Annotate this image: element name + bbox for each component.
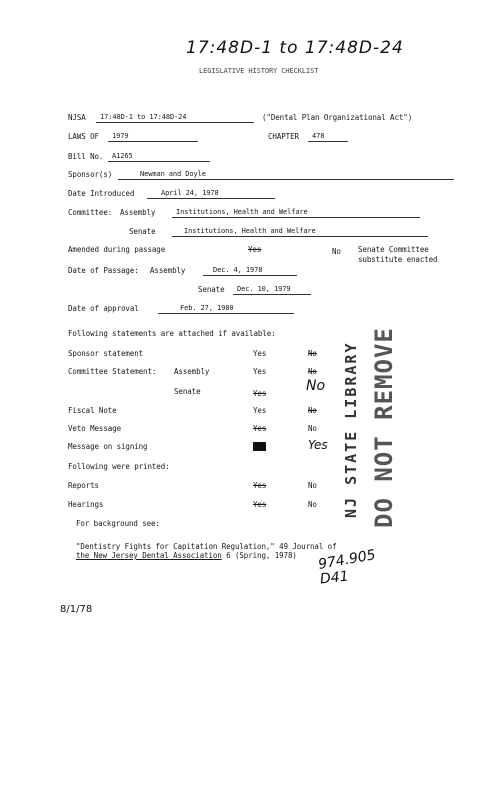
printed-row-no: No	[308, 500, 317, 509]
attached-row-label: Sponsor statement	[68, 349, 144, 358]
njsa-value: 17:48D-1 to 17:48D-24	[96, 113, 254, 123]
attached-row-no: No	[308, 367, 317, 376]
senate-sub-note-2: substitute enacted	[358, 255, 438, 264]
attached-row-no: No	[308, 424, 317, 433]
printed-row-yes: Yes	[253, 500, 267, 509]
passage-assembly-value: Dec. 4, 1978	[203, 266, 297, 276]
background-intro: For background see:	[76, 519, 160, 528]
laws-of-label: LAWS OF	[68, 132, 99, 141]
committee-senate-label: Senate	[129, 227, 156, 236]
printed-row-label: Hearings	[68, 500, 104, 509]
printed-row-label: Reports	[68, 481, 99, 490]
sponsors-label: Sponsor(s)	[68, 170, 113, 179]
passage-senate-label: Senate	[198, 285, 225, 294]
attached-row-no: No	[308, 349, 317, 358]
citation-line-2	[76, 551, 297, 560]
attached-row-label: Message on signing	[68, 442, 148, 451]
attached-row-no-handwritten: Yes	[308, 438, 328, 452]
approval-label: Date of approval	[68, 304, 139, 313]
handwritten-date: 8/1/78	[60, 604, 93, 615]
citation-rest: 6 (Spring, 1978)	[221, 551, 297, 560]
printed-row-yes: Yes	[253, 481, 267, 490]
library-stamp-left: NJ STATE LIBRARY	[342, 341, 360, 518]
attached-row-yes: Yes	[253, 406, 267, 415]
senate-sub-note-1: Senate Committee	[358, 245, 429, 254]
chapter-label: CHAPTER	[268, 132, 299, 141]
date-passage-label: Date of Passage:	[68, 266, 139, 275]
attached-row-label: Fiscal Note	[68, 406, 117, 415]
attached-intro: Following statements are attached if available:	[68, 329, 276, 338]
attached-row-yes: Yes	[253, 349, 267, 358]
checklist-title: LEGISLATIVE HISTORY CHECKLIST	[199, 67, 319, 75]
attached-row-yes: Yes	[253, 367, 267, 376]
citation-line-1: "Dentistry Fights for Capitation Regulation," 49 Journal of	[76, 542, 337, 551]
bill-value: A1265	[108, 152, 210, 162]
committee-assembly-label: Assembly	[120, 208, 156, 217]
attached-row-yes: Yes	[253, 389, 267, 398]
date-introduced-label: Date Introduced	[68, 189, 135, 198]
njsa-label: NJSA	[68, 113, 86, 122]
bill-label: Bill No.	[68, 152, 104, 161]
amended-label: Amended during passage	[68, 245, 166, 254]
attached-row-sub: Senate	[174, 387, 201, 396]
passage-senate-value: Dec. 10, 1979	[233, 285, 311, 295]
committee-label: Committee:	[68, 208, 113, 217]
assembly-committee-value: Institutions, Health and Welfare	[172, 208, 420, 218]
chapter-value: 478	[308, 132, 348, 142]
senate-committee-value: Institutions, Health and Welfare	[172, 227, 428, 237]
handwritten-no-check: No	[306, 378, 326, 394]
approval-value: Feb. 27, 1980	[158, 304, 294, 314]
attached-row-yes: Yes	[253, 424, 267, 433]
attached-row-no: No	[308, 406, 317, 415]
attached-row-label: Committee Statement:	[68, 367, 157, 376]
amended-no: No	[332, 247, 341, 256]
laws-of-value: 1979	[108, 132, 198, 142]
call-number-2: D41	[319, 568, 350, 588]
call-number-1: 974.905	[317, 547, 377, 573]
date-introduced-value: April 24, 1978	[147, 189, 275, 199]
printed-intro: Following were printed:	[68, 462, 170, 471]
library-stamp-right: DO NOT REMOVE	[370, 327, 398, 528]
attached-row-label: Veto Message	[68, 424, 121, 433]
passage-assembly-label: Assembly	[150, 266, 186, 275]
amended-yes: Yes	[248, 245, 262, 254]
handwritten-title: 17:48D-1 to 17:48D-24	[186, 38, 404, 58]
act-name: ("Dental Plan Organizational Act")	[262, 113, 413, 122]
citation-journal: the New Jersey Dental Association	[76, 551, 222, 560]
attached-row-yes-scribbled: Yes	[253, 442, 267, 451]
attached-row-sub: Assembly	[174, 367, 210, 376]
printed-row-no: No	[308, 481, 317, 490]
sponsors-value: Newman and Doyle	[118, 170, 454, 180]
